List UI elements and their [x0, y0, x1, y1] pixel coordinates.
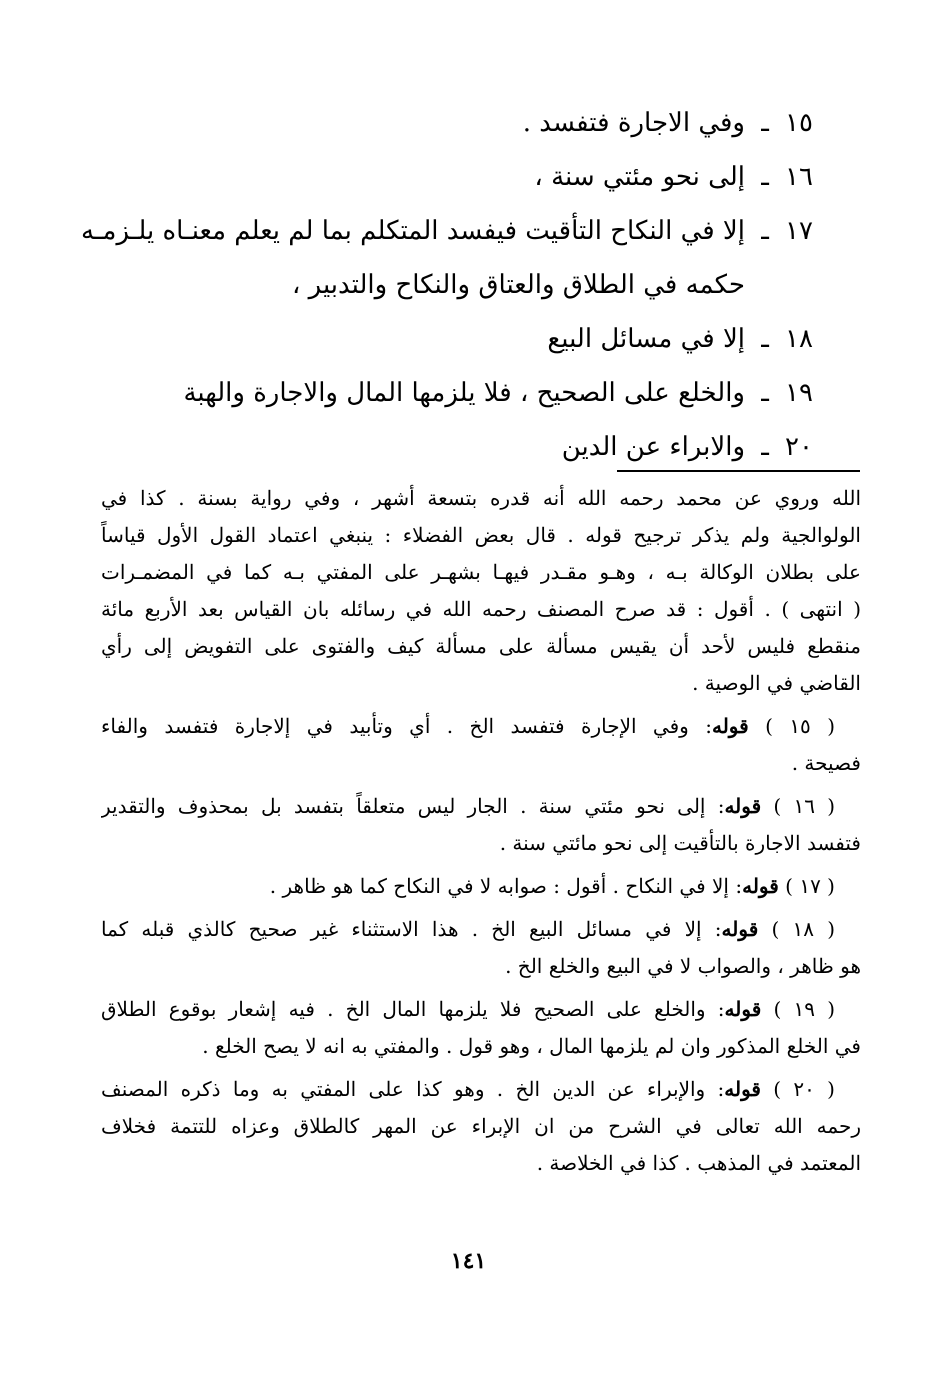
- note-line: فصيحة .: [791, 751, 861, 775]
- verse-number: ١٥: [785, 108, 813, 138]
- verse-line: [80, 204, 829, 258]
- note-number: ( ١٦ ): [773, 794, 835, 818]
- note-line: الله وروي عن محمد رحمه الله أنه قدره بتسعة أشهر ، وفي رواية بسنة . كذا في: [101, 486, 861, 510]
- verse-dash: ـ: [761, 162, 769, 192]
- verse-text: والخلع على الصحيح ، فلا يلزمها المال والاجارة والهبة: [183, 378, 745, 408]
- verse-number: ١٩: [785, 378, 813, 408]
- note-entry: [101, 911, 861, 948]
- verse-line: [109, 420, 829, 474]
- note-line: رحمه الله تعالى في الشرح من ان الإبراء عن المهر كالطلاق وعزاه للتتمة فخلاف: [101, 1114, 861, 1138]
- note-text: : والإبراء عن الدين الخ . وهو كذا على المفتي به وما ذكره المصنف: [101, 1077, 725, 1101]
- verse-number: ٢٠: [785, 432, 813, 462]
- note-entry: [101, 1071, 861, 1108]
- note-text: : إلا في مسائل البيع الخ . هذا الاستثناء غير صحيح كالذي قبله كما: [101, 917, 722, 941]
- verse-dash: ـ: [761, 324, 769, 354]
- verse-line: [109, 312, 829, 366]
- verse-dash: ـ: [761, 108, 769, 138]
- note-line: الولوالجية ولم يذكر ترجيح قوله . قال بعض الفضلاء : ينبغي اعتماد القول الأول قياساً: [101, 523, 861, 547]
- note-entry: [101, 788, 861, 825]
- verse-text: إلا في النكاح التأقيت فيفسد المتكلم بما لم يعلم معنـاه يلـزمـه: [80, 216, 745, 246]
- verse-text: إلا في مسائل البيع: [547, 324, 745, 354]
- verse-number: ١٦: [785, 162, 813, 192]
- note-line: المعتمد في المذهب . كذا في الخلاصة .: [536, 1151, 861, 1175]
- note-line: ( انتهى ) . أقول : قد صرح المصنف رحمه الله في رسائله بان القياس بعد الأربع مائة: [101, 597, 861, 621]
- note-number: ( ١٧ ): [785, 874, 835, 898]
- note-line: فتفسد الاجارة بالتأقيت إلى نحو مائتي سنة .: [499, 831, 861, 855]
- note-line: على بطلان الوكالة بـه ، وهـو مقـدر فيهـا بشهـر على المفتي بـه كما في المضمـرات: [101, 560, 861, 584]
- verse-text: إلى نحو مئتي سنة ،: [534, 162, 745, 192]
- note-entry: [101, 868, 861, 905]
- verse-list: [80, 96, 829, 474]
- note-text: : إلا في النكاح . أقول : صوابه لا في النكاح كما هو ظاهر .: [269, 874, 743, 898]
- verse-line: [109, 150, 829, 204]
- verse-dash: ـ: [761, 432, 769, 462]
- verse-text: حكمه في الطلاق والعتاق والنكاح والتدبير ،: [291, 270, 745, 300]
- note-line: هو ظاهر ، والصواب لا في البيع والخلع الخ .: [505, 954, 861, 978]
- note-number: ( ١٩ ): [773, 997, 835, 1021]
- note-entry: [101, 708, 861, 745]
- note-number: ( ٢٠ ): [773, 1077, 835, 1101]
- note-keyword: قوله: [742, 874, 779, 898]
- note-entry: [101, 991, 861, 1028]
- verse-number: ١٨: [785, 324, 813, 354]
- commentary-notes: [101, 480, 861, 1182]
- page-number: ١٤١: [450, 1248, 487, 1274]
- verse-line: [109, 366, 829, 420]
- verse-dash: ـ: [761, 378, 769, 408]
- note-keyword: قوله: [724, 794, 762, 818]
- note-keyword: قوله: [721, 917, 759, 941]
- note-keyword: قوله: [724, 997, 762, 1021]
- note-line: منقطع فليس لأحد أن يقيس مسألة على مسألة كيف والفتوى على التفويض إلى رأي: [101, 634, 861, 658]
- note-line: القاضي في الوصية .: [692, 671, 861, 695]
- note-number: ( ١٥ ): [765, 714, 836, 738]
- note-line: في الخلع المذكور وان لم يلزمها المال ، وهو قول . والمفتي به انه لا يصح الخلع .: [202, 1034, 861, 1058]
- note-text: : إلى نحو مئتي سنة . الجار ليس متعلقاً بتفسد بل بمحذوف والتقدير: [101, 794, 725, 818]
- note-text: : والخلع على الصحيح فلا يلزمها المال الخ . فيه إشعار بوقوع الطلاق: [101, 997, 725, 1021]
- verse-number: ١٧: [785, 216, 813, 246]
- verse-dash: ـ: [761, 216, 769, 246]
- verse-text: وفي الاجارة فتفسد .: [522, 108, 745, 138]
- note-text: : وفي الإجارة فتفسد الخ . أي وتأبيد في إلاجارة فتفسد والفاء: [101, 714, 712, 738]
- footnote-separator: [617, 470, 860, 472]
- note-keyword: قوله: [724, 1077, 761, 1101]
- note-keyword: قوله: [711, 714, 749, 738]
- verse-line: [109, 96, 829, 150]
- verse-text: والابراء عن الدين: [561, 432, 745, 462]
- verse-line: [109, 258, 829, 312]
- note-number: ( ١٨ ): [771, 917, 835, 941]
